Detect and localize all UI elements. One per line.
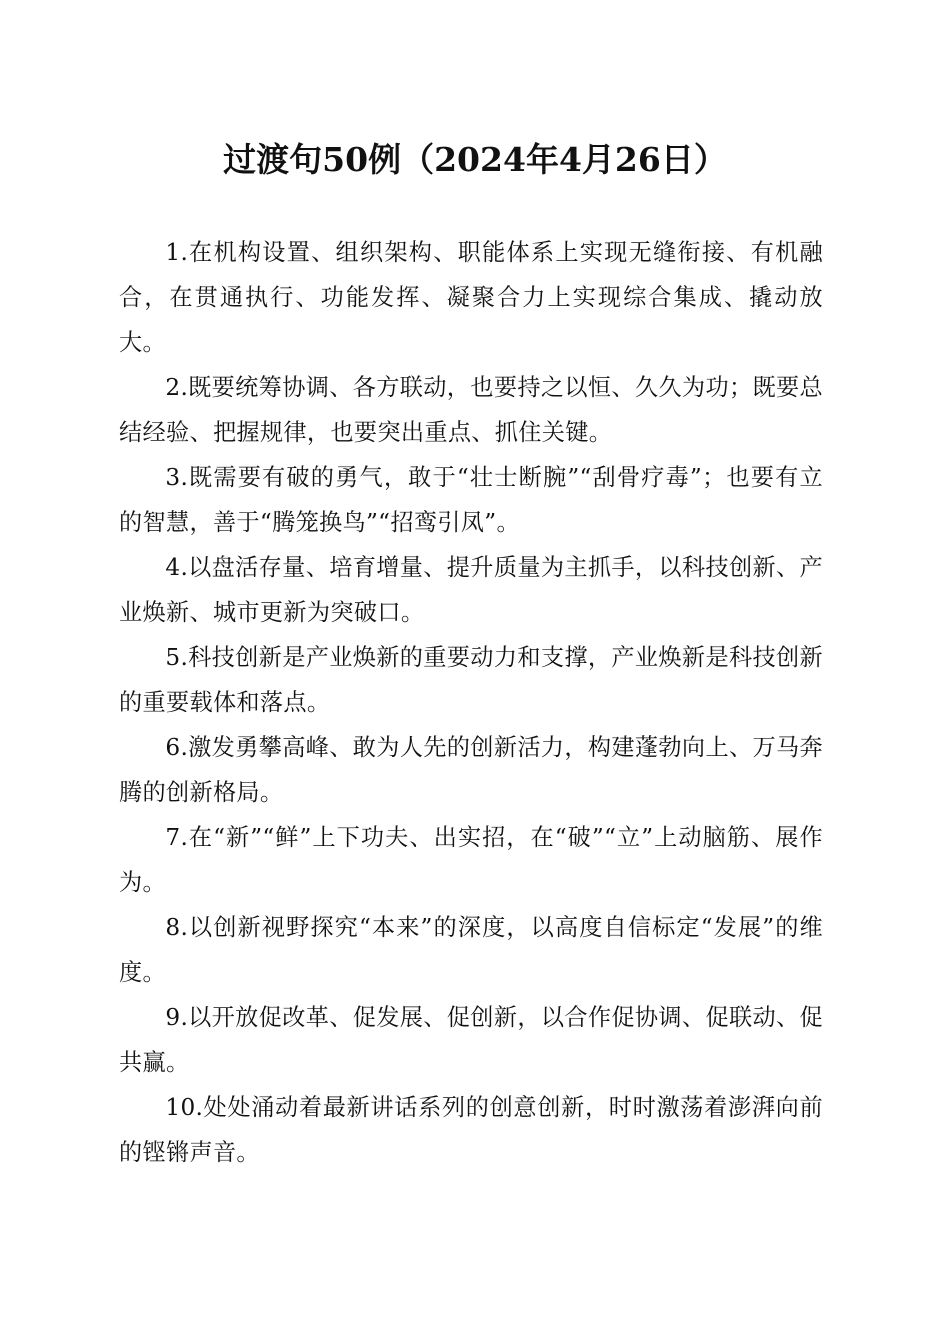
list-item: 9.以开放促改革、促发展、促创新，以合作促协调、促联动、促共赢。 <box>119 1004 823 1076</box>
transition-sentence-list <box>119 230 823 1175</box>
list-item: 4.以盘活存量、培育增量、提升质量为主抓手，以科技创新、产业焕新、城市更新为突破口。 <box>119 554 823 626</box>
list-item: 8.以创新视野探究“本来”的深度，以高度自信标定“发展”的维度。 <box>119 914 823 986</box>
list-item: 6.激发勇攀高峰、敢为人先的创新活力，构建蓬勃向上、万马奔腾的创新格局。 <box>119 734 823 806</box>
list-item: 5.科技创新是产业焕新的重要动力和支撑，产业焕新是科技创新的重要载体和落点。 <box>119 644 823 716</box>
list-item: 1.在机构设置、组织架构、职能体系上实现无缝衔接、有机融合，在贯通执行、功能发挥、凝聚合力上实现综合集成、撬动放大。 <box>119 239 823 356</box>
document-title: 过渡句50例（2024年4月26日） <box>223 140 727 179</box>
list-item: 7.在“新”“鲜”上下功夫、出实招，在“破”“立”上动脑筋、展作为。 <box>119 824 823 896</box>
list-item: 3.既需要有破的勇气，敢于“壮士断腕”“刮骨疗毒”；也要有立的智慧，善于“腾笼换鸟”“招鸾引凤”。 <box>119 464 823 536</box>
list-item: 10.处处涌动着最新讲话系列的创意创新，时时激荡着澎湃向前的铿锵声音。 <box>119 1094 823 1166</box>
list-item: 2.既要统筹协调、各方联动，也要持之以恒、久久为功；既要总结经验、把握规律，也要突出重点、抓住关键。 <box>119 374 823 446</box>
